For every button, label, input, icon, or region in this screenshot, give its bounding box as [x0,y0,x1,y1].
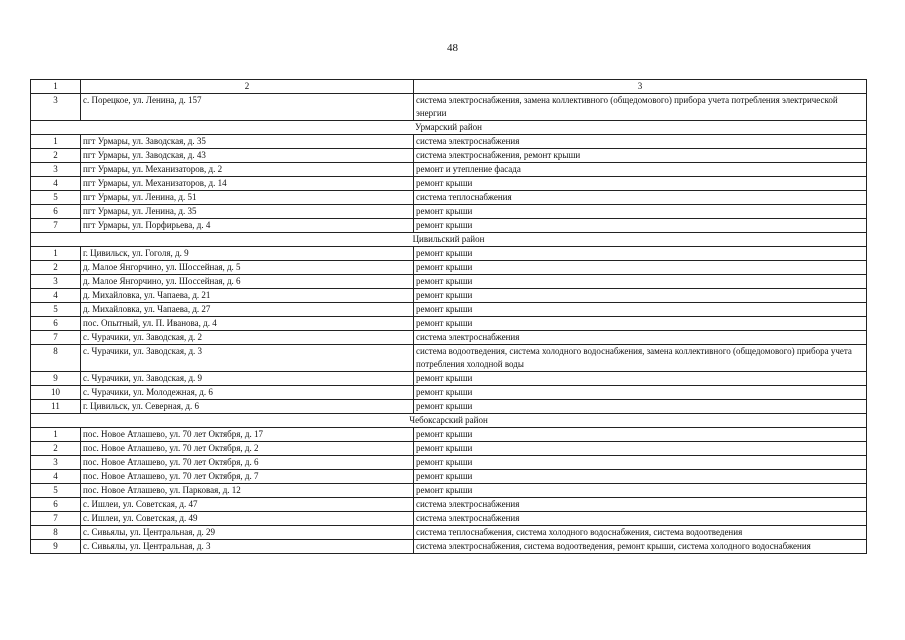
repair-registry-table [30,79,867,554]
page-number: 48 [447,42,458,54]
row-works: ремонт крыши [414,303,867,317]
table-row [31,456,867,470]
row-works: система электроснабжения [414,331,867,345]
row-number: 9 [31,540,81,554]
row-works: система электроснабжения, система водоотведения, ремонт крыши, система холодного водоснабжения [414,540,867,554]
row-address: с. Чурачики, ул. Молодежная, д. 6 [81,386,414,400]
row-number: 7 [31,219,81,233]
row-works: система электроснабжения [414,135,867,149]
header-col-address: 2 [81,80,414,94]
row-address: пос. Новое Атлашево, ул. Парковая, д. 12 [81,484,414,498]
row-works: ремонт и утепление фасада [414,163,867,177]
row-works: ремонт крыши [414,289,867,303]
table-row [31,317,867,331]
table-header [31,80,867,94]
header-col-number: 1 [31,80,81,94]
row-address: с. Чурачики, ул. Заводская, д. 9 [81,372,414,386]
row-works: ремонт крыши [414,400,867,414]
row-works: система водоотведения, система холодного водоснабжения, замена коллективного (общедомового) прибора учета потребления холодной воды [414,345,867,372]
row-number: 6 [31,498,81,512]
row-number: 5 [31,191,81,205]
row-address: пгт Урмары, ул. Механизаторов, д. 2 [81,163,414,177]
row-number: 1 [31,135,81,149]
table-row [31,372,867,386]
row-works: ремонт крыши [414,275,867,289]
table-row [31,484,867,498]
table-row [31,149,867,163]
row-address: пгт Урмары, ул. Ленина, д. 51 [81,191,414,205]
row-works: ремонт крыши [414,456,867,470]
row-address: пос. Новое Атлашево, ул. 70 лет Октября, д. 6 [81,456,414,470]
table-row [31,219,867,233]
row-address: д. Малое Янгорчино, ул. Шоссейная, д. 5 [81,261,414,275]
row-number: 3 [31,456,81,470]
row-address: с. Порецкое, ул. Ленина, д. 157 [81,94,414,121]
row-works: система электроснабжения [414,498,867,512]
row-number: 2 [31,261,81,275]
table-row [31,163,867,177]
row-works: система электроснабжения, замена коллективного (общедомового) прибора учета потребления электрической энергии [414,94,867,121]
row-number: 11 [31,400,81,414]
row-address: пгт Урмары, ул. Ленина, д. 35 [81,205,414,219]
row-works: система теплоснабжения, система холодного водоснабжения, система водоотведения [414,526,867,540]
district-name: Урмарский район [31,121,867,135]
row-address: г. Цивильск, ул. Гоголя, д. 9 [81,247,414,261]
table-row [31,428,867,442]
row-address: с. Чурачики, ул. Заводская, д. 2 [81,331,414,345]
row-number: 2 [31,149,81,163]
row-works: ремонт крыши [414,261,867,275]
row-address: пос. Опытный, ул. П. Иванова, д. 4 [81,317,414,331]
row-works: ремонт крыши [414,247,867,261]
row-address: г. Цивильск, ул. Северная, д. 6 [81,400,414,414]
row-address: с. Сивьялы, ул. Центральная, д. 3 [81,540,414,554]
row-address: пгт Урмары, ул. Механизаторов, д. 14 [81,177,414,191]
table-row [31,303,867,317]
row-works: ремонт крыши [414,317,867,331]
row-works: ремонт крыши [414,470,867,484]
table-row [31,526,867,540]
table-row [31,400,867,414]
row-works: система теплоснабжения [414,191,867,205]
district-name: Цивильский район [31,233,867,247]
table-row [31,331,867,345]
header-row [31,80,867,94]
row-number: 6 [31,317,81,331]
district-header-row [31,233,867,247]
row-number: 7 [31,512,81,526]
row-works: ремонт крыши [414,205,867,219]
row-works: ремонт крыши [414,177,867,191]
row-works: ремонт крыши [414,428,867,442]
row-number: 10 [31,386,81,400]
row-number: 4 [31,289,81,303]
row-works: система электроснабжения [414,512,867,526]
table-body [31,94,867,554]
row-address: пос. Новое Атлашево, ул. 70 лет Октября, д. 17 [81,428,414,442]
row-address: с. Ишлеи, ул. Советская, д. 47 [81,498,414,512]
district-header-row [31,121,867,135]
table-row [31,512,867,526]
row-number: 4 [31,470,81,484]
row-number: 5 [31,303,81,317]
row-address: пгт Урмары, ул. Заводская, д. 43 [81,149,414,163]
row-number: 2 [31,442,81,456]
table-row [31,94,867,121]
row-number: 3 [31,163,81,177]
row-number: 1 [31,428,81,442]
row-works: ремонт крыши [414,442,867,456]
row-number: 8 [31,526,81,540]
table-row [31,470,867,484]
table-row [31,442,867,456]
row-works: система электроснабжения, ремонт крыши [414,149,867,163]
table-row [31,386,867,400]
row-number: 1 [31,247,81,261]
table-row [31,191,867,205]
row-works: ремонт крыши [414,219,867,233]
row-address: д. Михайловка, ул. Чапаева, д. 21 [81,289,414,303]
row-works: ремонт крыши [414,372,867,386]
row-number: 9 [31,372,81,386]
row-number: 3 [31,94,81,121]
table-row [31,261,867,275]
row-number: 7 [31,331,81,345]
table-row [31,135,867,149]
table-row [31,289,867,303]
table-row [31,498,867,512]
row-address: с. Ишлеи, ул. Советская, д. 49 [81,512,414,526]
row-address: пос. Новое Атлашево, ул. 70 лет Октября, д. 7 [81,470,414,484]
table-row [31,540,867,554]
row-works: ремонт крыши [414,386,867,400]
table-row [31,177,867,191]
row-address: пгт Урмары, ул. Заводская, д. 35 [81,135,414,149]
table-row [31,205,867,219]
row-number: 6 [31,205,81,219]
row-address: с. Сивьялы, ул. Центральная, д. 29 [81,526,414,540]
row-number: 5 [31,484,81,498]
row-works: ремонт крыши [414,484,867,498]
table-row [31,247,867,261]
row-number: 4 [31,177,81,191]
district-header-row [31,414,867,428]
table-row [31,275,867,289]
row-address: д. Михайловка, ул. Чапаева, д. 27 [81,303,414,317]
row-address: пос. Новое Атлашево, ул. 70 лет Октября, д. 2 [81,442,414,456]
header-col-works: 3 [414,80,867,94]
row-number: 3 [31,275,81,289]
row-address: с. Чурачики, ул. Заводская, д. 3 [81,345,414,372]
district-name: Чебоксарский район [31,414,867,428]
row-address: пгт Урмары, ул. Порфирьева, д. 4 [81,219,414,233]
table-row [31,345,867,372]
row-number: 8 [31,345,81,372]
row-address: д. Малое Янгорчино, ул. Шоссейная, д. 6 [81,275,414,289]
